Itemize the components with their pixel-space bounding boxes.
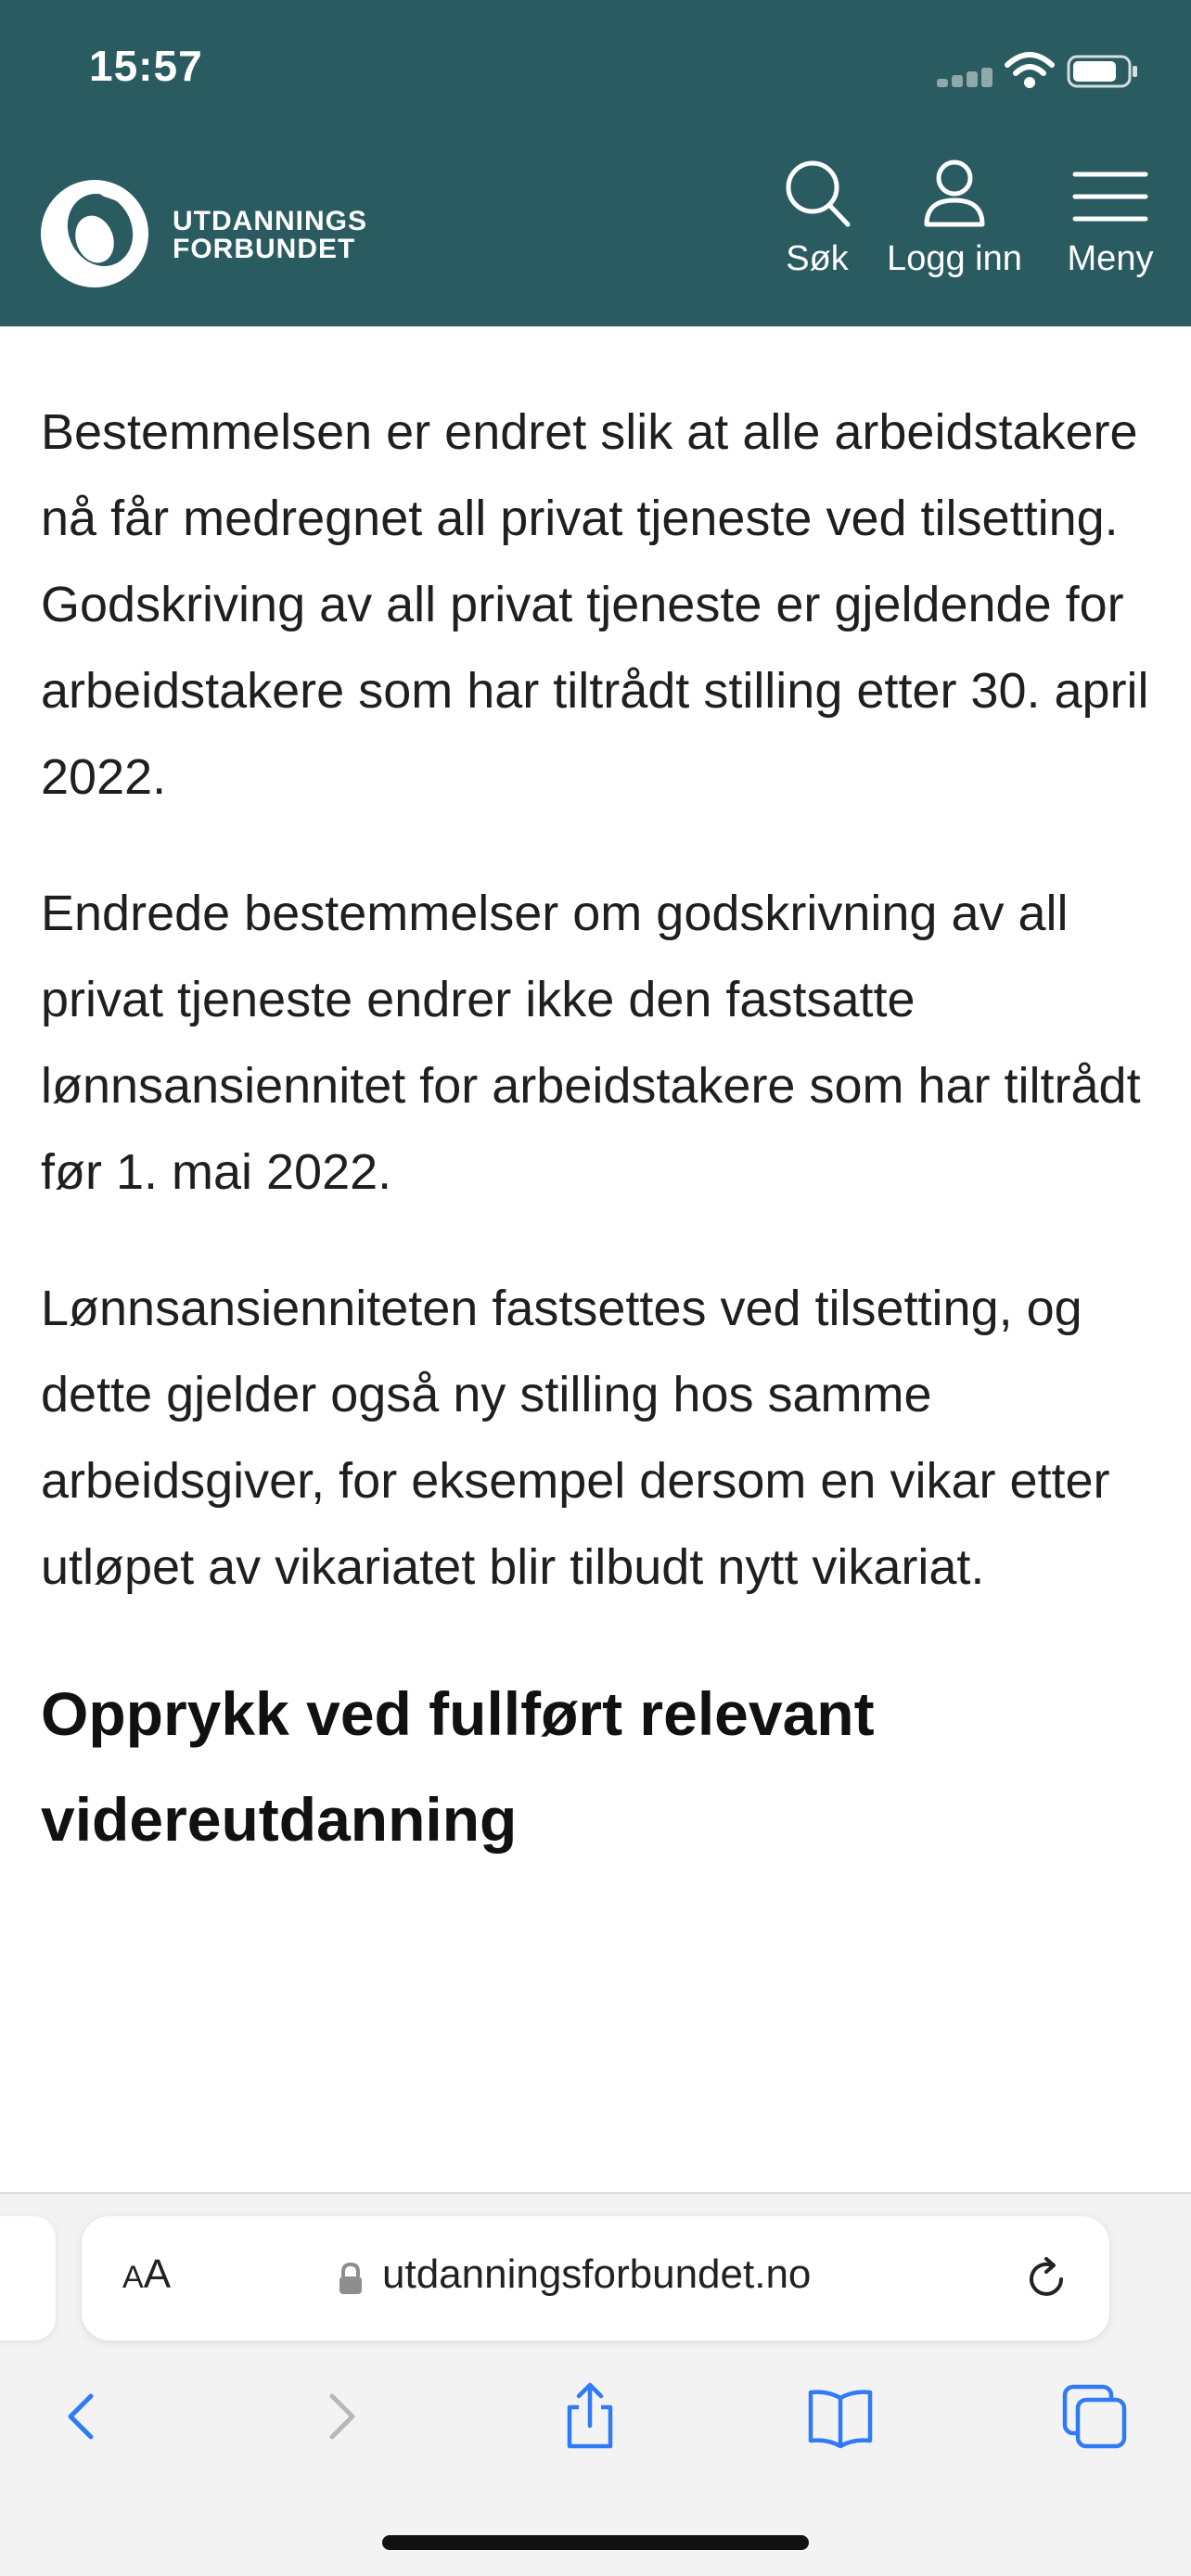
article-body — [41, 389, 1154, 1872]
tabs-icon[interactable] — [1057, 2379, 1132, 2454]
login-button[interactable] — [876, 158, 1033, 297]
share-icon[interactable] — [553, 2379, 627, 2454]
status-time: 15:57 — [89, 42, 203, 90]
site-header — [0, 0, 1191, 326]
home-indicator — [382, 2535, 809, 2550]
search-button[interactable] — [775, 158, 859, 297]
article-paragraph: Lønnsansienniteten fastsettes ved tilsetting, og dette gjelder også ny stilling hos samme arbeidsgiver, for eksempel dersom en vikar etter utløpet av vikariatet blir tilbudt nytt vikariat. — [41, 1281, 1110, 1595]
brand-name-line1: UTDANNINGS — [173, 206, 367, 236]
article-paragraph: Endrede bestemmelser om godskrivning av all privat tjeneste endrer ikke den fastsatte lønnsansiennitet for arbeidstakere som har tiltrådt før 1. mai 2022. — [41, 886, 1141, 1200]
lock-icon — [338, 2263, 364, 2296]
menu-button[interactable] — [1050, 158, 1171, 297]
search-label: Søk — [786, 239, 849, 278]
back-arrow-icon[interactable] — [46, 2379, 121, 2454]
menu-label: Meny — [1067, 239, 1154, 278]
battery-icon — [1067, 54, 1139, 89]
reload-icon[interactable] — [1020, 2253, 1072, 2305]
hamburger-menu-icon — [1072, 158, 1148, 228]
previous-tab-preview[interactable] — [0, 2216, 56, 2340]
forward-arrow-icon[interactable] — [302, 2379, 377, 2454]
login-label: Logg inn — [887, 239, 1022, 278]
text-size-small-a: A — [122, 2260, 144, 2295]
cellular-signal-icon — [937, 67, 994, 87]
bookmarks-icon[interactable] — [803, 2379, 877, 2454]
search-icon — [783, 158, 852, 228]
user-icon — [922, 158, 987, 228]
text-size-large-a: A — [143, 2251, 172, 2297]
article-paragraph: Bestemmelsen er endret slik at alle arbeidstakere nå får medregnet all privat tjeneste ved tilsetting. Godskriving av all privat tjeneste er gjeldende for arbeidstakere som har tiltrådt stilling etter 30. april 2022. — [41, 404, 1149, 805]
section-heading: Opprykk ved fullført relevant videreutdanning — [41, 1679, 875, 1854]
text-size-button[interactable] — [122, 2251, 171, 2298]
wifi-icon — [1004, 50, 1056, 91]
url-text[interactable]: utdanningsforbundet.no — [382, 2251, 812, 2297]
utdanningsforbundet-logo[interactable] — [39, 172, 154, 289]
brand-name-line2: FORBUNDET — [173, 234, 356, 264]
